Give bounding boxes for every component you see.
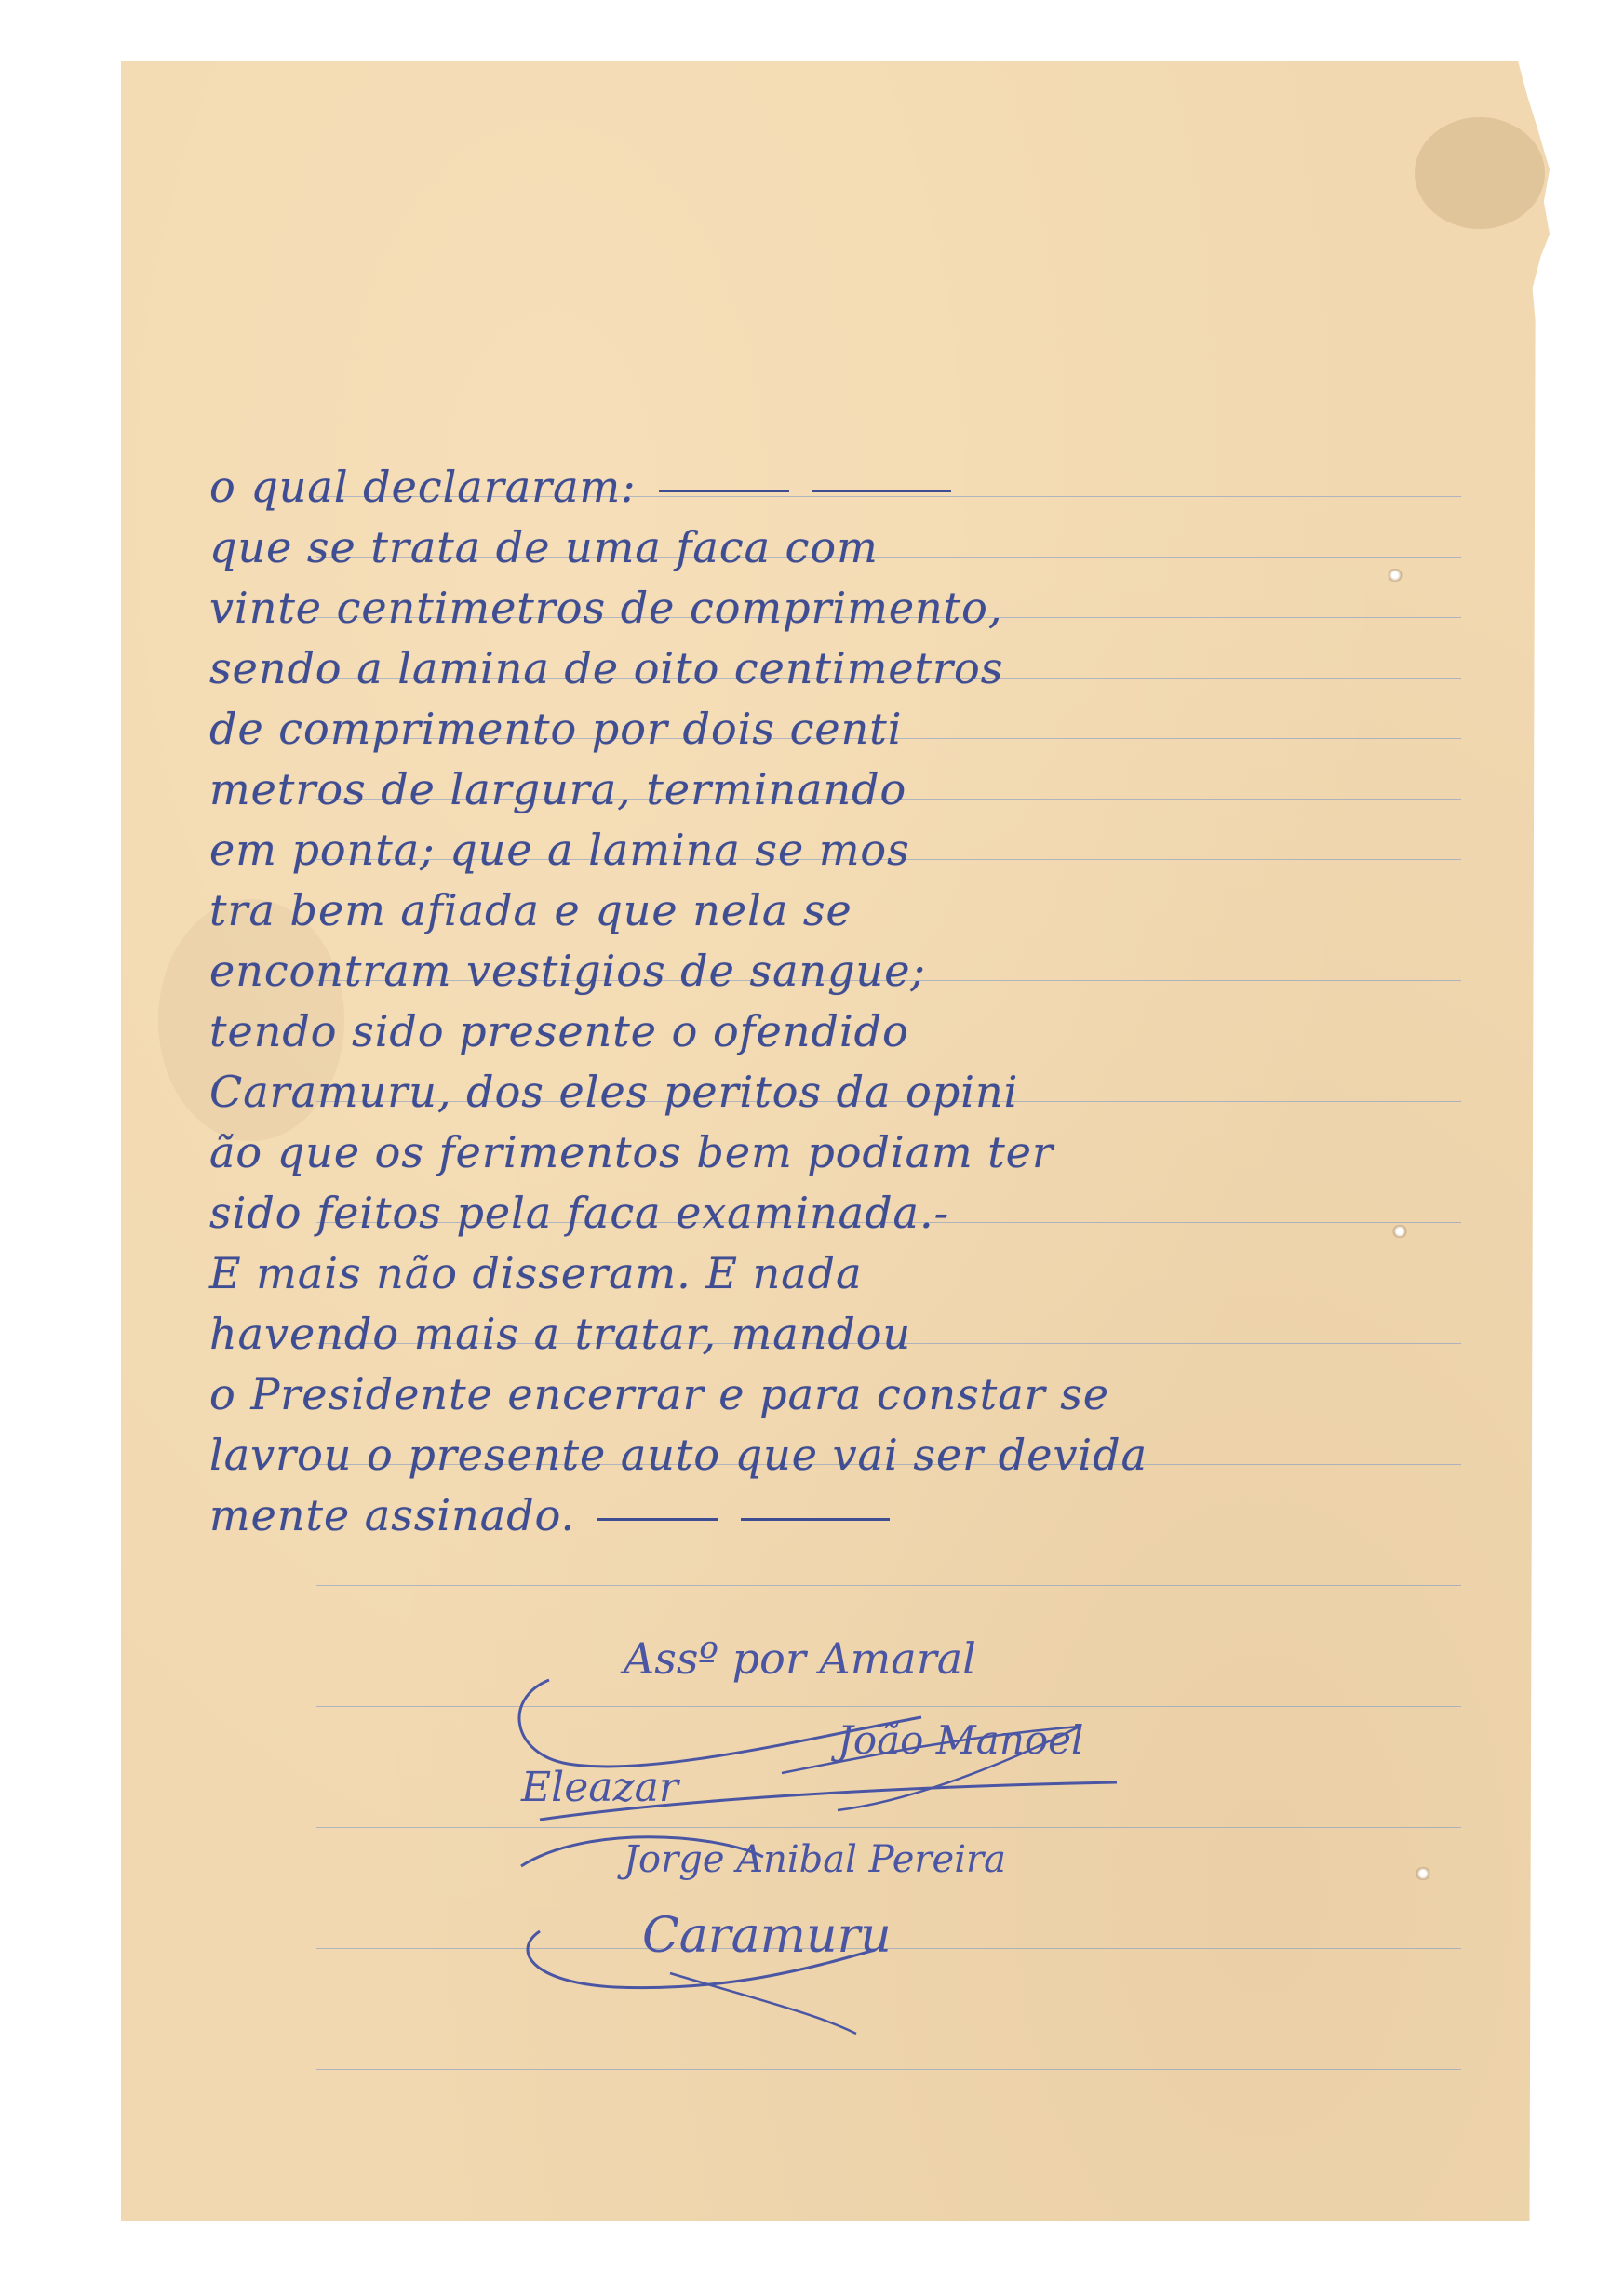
handwritten-body — [209, 459, 1280, 1548]
signature-line: Jorge Anibal Pereira — [624, 1838, 1006, 1881]
handwritten-line: sendo a lamina de oito centimetros — [209, 643, 1004, 693]
handwritten-line: vinte centimetros de comprimento, — [209, 583, 1003, 633]
handwritten-line: sido feitos pela faca examinada.- — [209, 1188, 950, 1238]
handwritten-line: metros de largura, terminando — [209, 764, 907, 814]
handwritten-line: Caramuru, dos eles peritos da opini — [209, 1067, 1019, 1117]
handwritten-line: de comprimento por dois centi — [209, 704, 903, 754]
signatures-block — [484, 1624, 1191, 2052]
handwritten-line: ão que os ferimentos bem podiam ter — [209, 1127, 1054, 1177]
handwritten-line: o Presidente encerrar e para constar se — [209, 1369, 1110, 1419]
punch-hole — [1391, 1225, 1408, 1238]
signature-line: João Manoel — [838, 1717, 1084, 1763]
handwritten-line: tendo sido presente o ofendido — [209, 1006, 909, 1056]
fill-dash — [659, 490, 789, 492]
rule-line — [316, 1585, 1461, 1586]
handwritten-line: em ponta; que a lamina se mos — [209, 825, 910, 875]
signature-line: Assº por Amaral — [624, 1633, 976, 1684]
handwritten-line: havendo mais a tratar, mandou — [209, 1309, 912, 1359]
handwritten-line: tra bem afiada e que nela se — [209, 885, 852, 935]
fill-dash — [812, 490, 951, 492]
signature-line: Eleazar — [521, 1764, 678, 1811]
punch-hole — [1415, 1867, 1431, 1880]
rule-line — [316, 2069, 1461, 2070]
fill-dash — [597, 1518, 718, 1521]
fill-dash — [741, 1518, 890, 1521]
handwritten-line: encontram vestigios de sangue; — [209, 946, 926, 996]
punch-hole — [1387, 569, 1403, 582]
handwritten-line: E mais não disseram. E nada — [209, 1248, 863, 1298]
handwritten-line: que se trata de uma faca com — [209, 522, 879, 572]
handwritten-line: lavrou o presente auto que vai ser devida — [209, 1430, 1148, 1480]
signature-line: Caramuru — [642, 1908, 892, 1964]
handwritten-line: mente assinado. — [209, 1487, 1280, 1548]
handwritten-line: o qual declararam: — [209, 459, 1280, 519]
